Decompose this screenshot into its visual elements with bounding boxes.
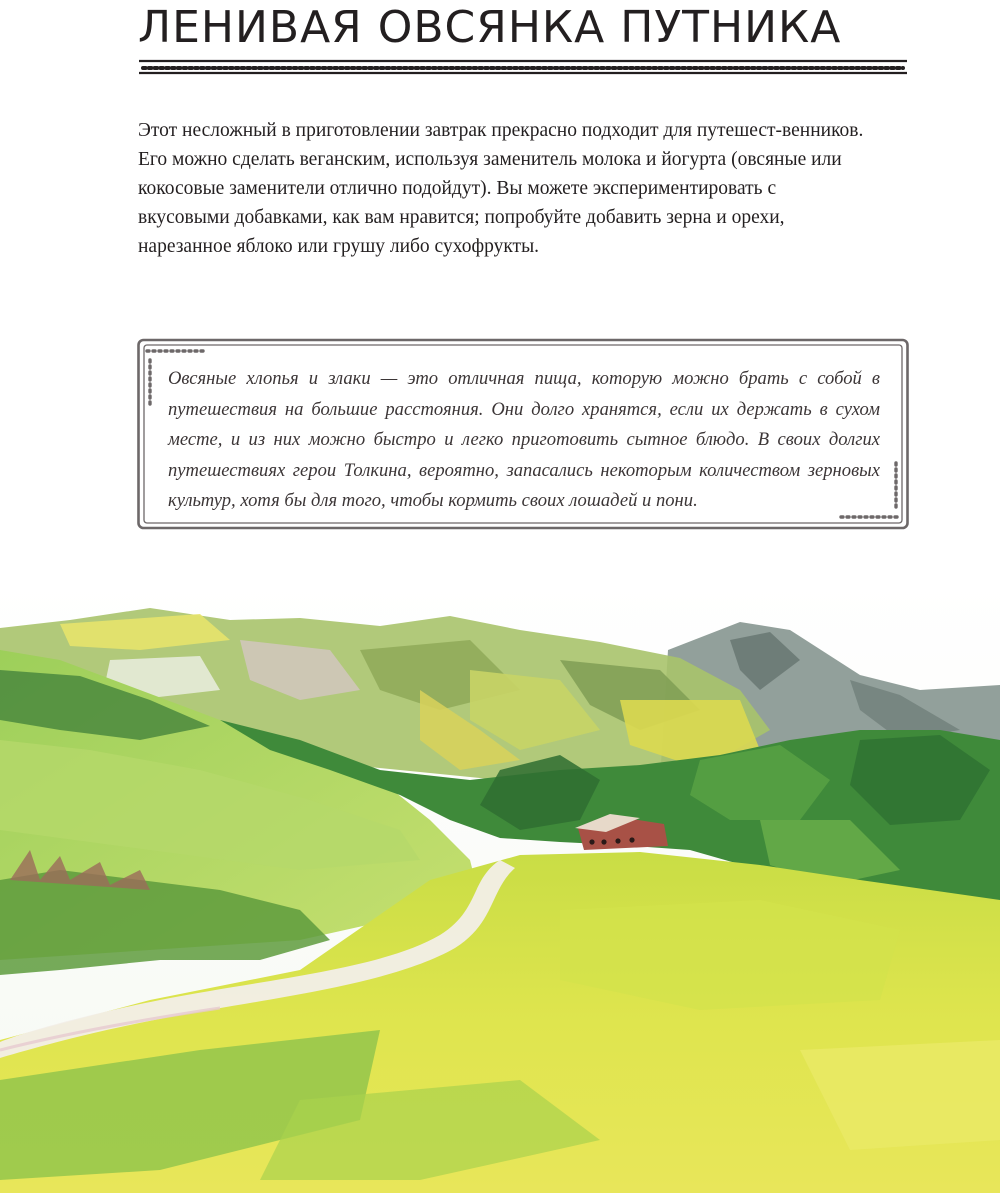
- intro-paragraph: Этот несложный в приготовлении завтрак прекрасно подходит для путешест-венников. Его можно сделать веганским, используя заменитель молока и йогурта (овсяные или кокосовые заменители отлично подойдут). Вы можете экспериментировать с вкусовыми добавками, как вам нравится; попробуйте добавить зерна и орехи, нарезанное яблоко или грушу либо сухофрукты.: [138, 120, 864, 257]
- page-title: ЛЕНИВАЯ ОВСЯНКА ПУТНИКА: [138, 2, 842, 53]
- watercolor-landscape: [0, 580, 1000, 1193]
- title-divider: [137, 58, 909, 76]
- quote-text: Овсяные хлопья и злаки — это отличная пища, которую можно брать с собой в путешествия на большие расстояния. Они долго хранятся, если их держать в сухом месте, и из них можно быстро и легко приготовить сытное блюдо. В своих долгих путешествиях герои Толкина, вероятно, запасались некоторым количеством зерновых культур, хотя бы для того, чтобы кормить своих лошадей и пони.: [168, 368, 880, 511]
